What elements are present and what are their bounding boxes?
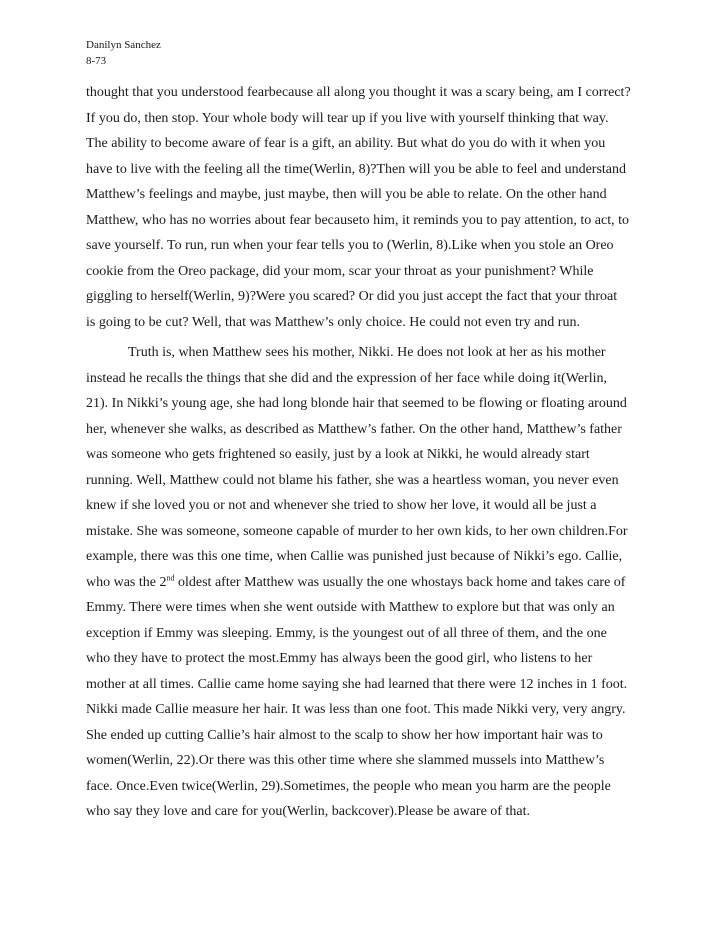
paragraph-1 [86,80,646,335]
text-line: have to live with the feeling all the time(Werlin, 8)?Then will you be able to feel and understand [86,161,627,177]
ordinal-line-start: who was the 2 [86,574,167,590]
text-line-with-ordinal [86,570,646,596]
text-line: cookie from the Oreo package, did your mom, scar your throat as your punishment? While [86,263,594,279]
text-line: save yourself. To run, run when your fear tells you to (Werlin, 8).Like when you stole an Oreo [86,238,614,253]
text-line: Matthew, who has no worries about fear becauseto him, it reminds you to pay attention, to act, to [86,212,630,228]
text-line: her, whenever she walks, as described as Matthew’s father. On the other hand, Matthew’s father [86,421,622,437]
text-line: who they have to protect the most.Emmy has always been the good girl, who listens to her [86,651,593,666]
paragraph-2 [86,340,646,825]
text-line: instead he recalls the things that she did and the expression of her face while doing it(Werlin, [86,370,607,386]
author-name: Danilyn Sanchez [86,39,161,51]
text-line-indented: Truth is, when Matthew sees his mother, Nikki. He does not look at her as his mother [128,345,606,360]
text-line: The ability to become aware of fear is a gift, an ability. But what do you do with it when you [86,136,606,151]
text-line: is going to be cut? Well, that was Matthew’s only choice. He could not even try and run. [86,314,580,330]
text-line: knew if she loved you or not and whenever she tried to show her love, it would all be just a [86,498,597,513]
ordinal-line-end: oldest after Matthew was usually the one whostays back home and takes care of [174,574,626,590]
text-line: mistake. She was someone, someone capable of murder to her own kids, to her own children.For [86,523,628,539]
text-line: running. Well, Matthew could not blame his father, she was a heartless woman, you never even [86,472,619,488]
text-line: If you do, then stop. Your whole body will tear up if you live with yourself thinking that way. [86,110,609,126]
text-line: mother at all times. Callie came home saying she had learned that there were 12 inches in 1 foot. [86,676,628,692]
text-line: women(Werlin, 22).Or there was this other time where she slammed mussels into Matthew’s [86,753,605,768]
text-line: who say they love and care for you(Werlin, backcover).Please be aware of that. [86,804,530,819]
ordinal-superscript: nd [166,572,175,582]
text-line: Matthew’s feelings and maybe, just maybe, then will you be able to relate. On the other hand [86,187,607,202]
text-line: 21). In Nikki’s young age, she had long blonde hair that seemed to be flowing or floating around [86,396,627,411]
text-line: Emmy. There were times when she went outside with Matthew to explore but that was only an [86,600,615,615]
page-header [86,37,161,69]
text-line: Nikki made Callie measure her hair. It was less than one foot. This made Nikki very, very angry. [86,702,626,717]
text-line: giggling to herself(Werlin, 9)?Were you scared? Or did you just accept the fact that your throat [86,289,618,304]
text-line: face. Once.Even twice(Werlin, 29).Sometimes, the people who mean you harm are the people [86,778,611,794]
text-line: thought that you understood fearbecause all along you thought it was a scary being, am I correct? [86,85,631,100]
document-body [86,80,646,825]
page-label: 8-73 [86,55,107,67]
text-line: example, there was this one time, when Callie was punished just because of Nikki’s ego. Callie, [86,549,623,564]
text-line: exception if Emmy was sleeping. Emmy, is the youngest out of all three of them, and the one [86,625,607,641]
text-line: She ended up cutting Callie’s hair almost to the scalp to show her how important hair was to [86,727,603,743]
text-line: was someone who gets frightened so easily, just by a look at Nikki, he would already start [86,447,590,462]
